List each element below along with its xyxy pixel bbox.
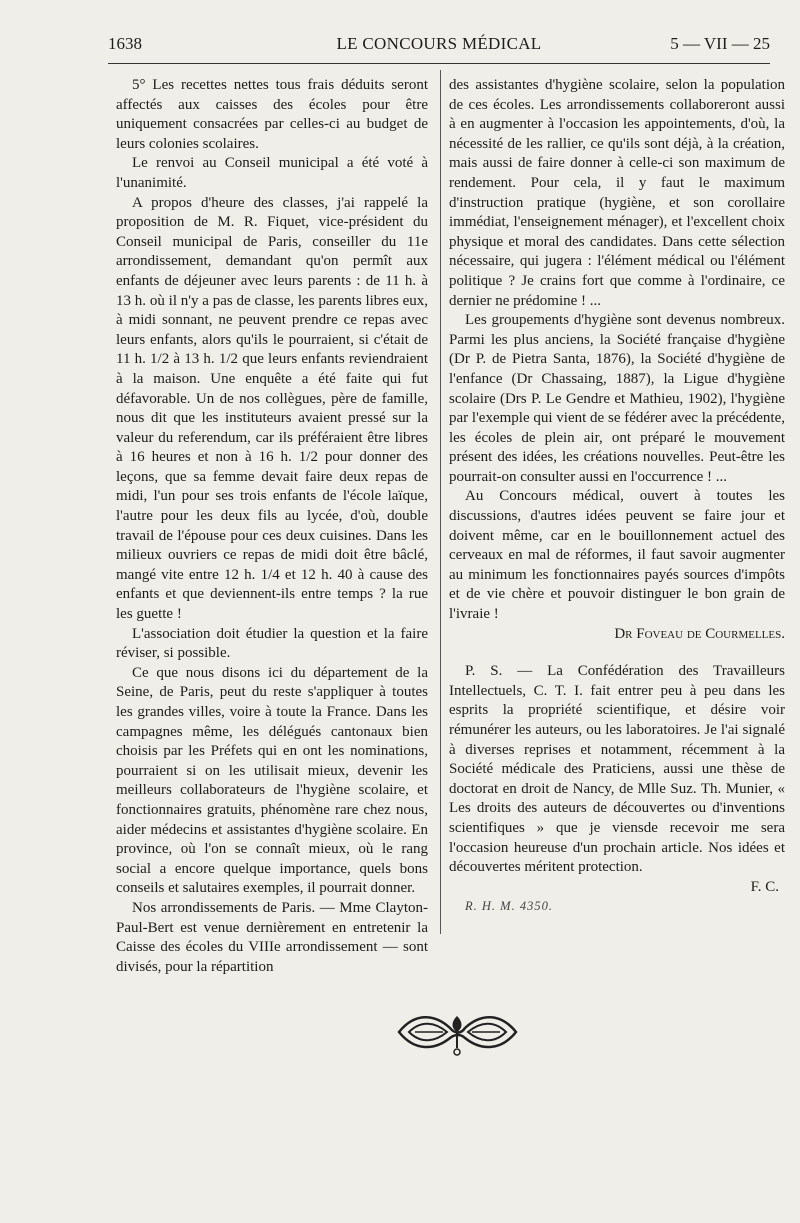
paragraph-association: L'association doit étudier la question et la faire réviser, si possible. — [116, 625, 428, 662]
left-column — [116, 76, 428, 977]
author-signature: Dr Foveau de Courmelles. — [614, 625, 785, 642]
paragraph-assistantes: des assistantes d'hygiène scolaire, selon la population de ces écoles. Les arrondissements collaboreront aussi à en augmenter à l'occasion les appointements, d'où, la nécessité de les rallier, ce qu'ils sont déjà, à la création, mais aussi de faire donner à celle-ci son maximum de rendement. Pour cela, il y faut le maximum d'instruction pratique (hygiène, et son corollaire immédiat, l'enseignement ménager), et l'excellent choix physique et moral des candidates. Dans cette sélection nécessaire, qui jugera : l'élément médical ou l'élément politique ? Je crains fort que comme à l'ordinaire, ce dernier ne prédomine ! ... — [449, 77, 785, 309]
issue-date: 5 — VII — 25 — [670, 34, 770, 53]
postscript: P. S. — La Confédération des Travailleurs Intellectuels, C. T. I. fait entrer peu à peu dans les esprits la propriété scientifique, et désire voir rémunérer les auteurs, ou les laboratoires. Je l'ai signalé à diverses reprises et notamment, récemment à la Société médicale des Praticiens, aussi une thèse de doctorat en droit de Nancy, de Mlle Suz. Th. Munier, « Les droits des auteurs de découvertes ou d'inventions scientifiques » que je viensde recevoir me sera l'occasion heureuse d'un prochain article. Nos idées et découvertes méritent protection. — [449, 663, 785, 876]
paragraph-groupements: Les groupements d'hygiène sont devenus nombreux. Parmi les plus anciens, la Société française d'hygiène (Dr P. de Pietra Santa, 1876), la Société d'hygiène de l'enfance (Dr Chassaing, 1887), la Ligue d'hygiène scolaire (Drs P. Le Gendre et Mathieu, 1902), l'hygiène par l'exemple qui vient de se fédérer avec la précédente, les écoles de plein air, ont préparé le mouvement présent des idées, les créations nouvelles. Peut-être les pourrait-on consulter aussi en l'occurrence ! ... — [449, 312, 785, 485]
page-header — [108, 34, 770, 58]
paragraph-renvoi: Le renvoi au Conseil municipal a été voté à l'unanimité. — [116, 155, 428, 191]
paragraph-arrondissements: Nos arrondissements de Paris. — Mme Clayton-Paul-Bert est venue dernièrement en entretenir la Caisse des écoles du VIIIe arrondissement — sont divisés, pour la répartition — [116, 899, 428, 975]
paragraph-departement: Ce que nous disons ici du département de la Seine, de Paris, peut du reste s'appliquer à toutes les grandes villes, voire à toute la France. Dans les campagnes même, les délégués cantonaux bien choisis par les Préfets qui en ont les nominations, pourraient si on les utilisait mieux, devenir les meilleurs collaborateurs de l'hygiène scolaire, et fonctionnaires gratuits, phénomène rare chez nous, aider médecins et assistantes d'hygiène scolaire. En province, où l'on se connaît mieux, où le rang social a encore quelque importance, quels bons conseils et salutaires exemples, il pourrait donner. — [116, 664, 428, 897]
column-divider — [440, 70, 441, 934]
header-rule — [108, 63, 770, 64]
paragraph-heure-classes: A propos d'heure des classes, j'ai rappelé la proposition de M. R. Fiquet, vice-président du Conseil municipal de Paris, conseiller du 11e arrondissement, demandant qu'on permît aux enfants de déjeuner avec leurs parents : de 11 h. à 13 h. où il n'y a pas de classe, les parents libres eux, à midi sonnant, ne peuvent prendre ce repas avec leurs enfants, alors qu'ils le pourraient, si c'était de 11 h. 1/2 à 13 h. 1/2 que leurs enfants reviendraient à la maison. Une enquête a été faite qui fut défavorable. Un de nos collègues, père de famille, nous dit que les instituteurs avaient pressé sur la valeur du referendum, car ils préféraient être libres à 16 heures et non à 16 h. 1/2 pour donner des leçons, que sa femme devait faire deux repas de midi, l'un pour ses trois enfants de l'école laïque, l'autre pour les deux fils au lycée, d'où, double travail de l'épouse pour ces deux cuisines. Dans les milieux ouvriers ce repas de midi doit être bâclé, mangé vite entre 12 h. 1/4 et 12 h. 40 à cause des enfants et que deviennent-ils entre temps ? la rue les guette ! — [116, 194, 428, 623]
paragraph-recettes: 5° Les recettes nettes tous frais déduits seront affectés aux caisses des écoles pour être uniquement consacrées par celles-ci au budget de leurs colonies scolaires. — [116, 77, 428, 152]
journal-title: LE CONCOURS MÉDICAL — [336, 34, 542, 53]
postscript-initials: F. C. — [750, 878, 779, 895]
page-number: 1638 — [108, 34, 142, 53]
reference-code: R. H. M. 4350. — [465, 899, 553, 914]
paragraph-concours: Au Concours médical, ouvert à toutes les discussions, d'autres idées peuvent se faire jour et doivent même, car en le bouillonnement actuel des cerveaux en mal de réformes, il faut savoir augmenter au minimum les fonctionnaires payés sources d'impôts et de vie chère et pouvoir distinguer le bon grain de l'ivraie ! — [449, 488, 785, 623]
tailpiece-ornament-icon — [395, 1008, 520, 1058]
right-column — [449, 76, 785, 917]
